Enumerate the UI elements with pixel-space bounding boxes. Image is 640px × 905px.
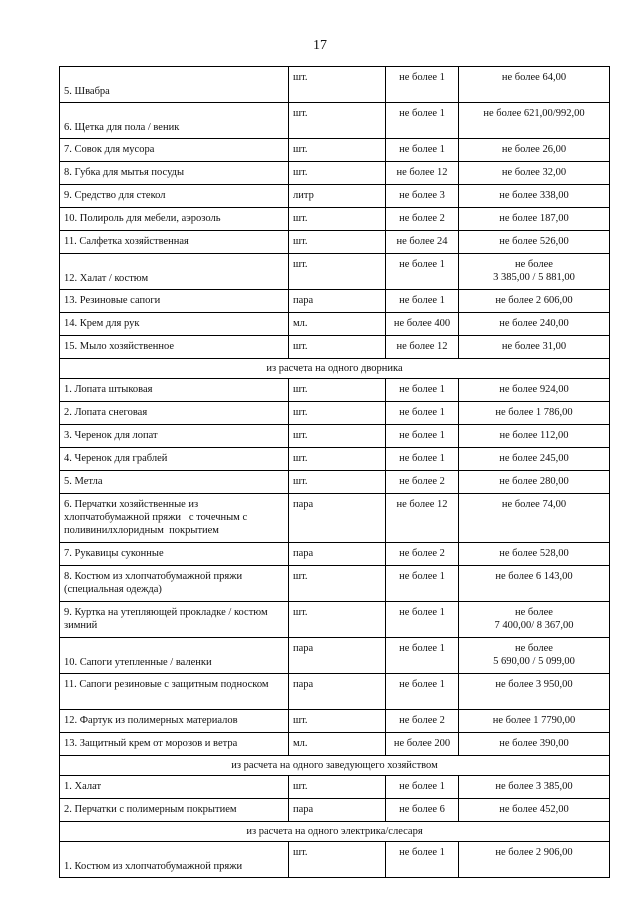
item-name-cell: 11. Салфетка хозяйственная <box>60 231 289 254</box>
price-cell: не более 2 606,00 <box>459 290 610 313</box>
price-cell: не более 64,00 <box>459 67 610 103</box>
unit-cell: пара <box>289 674 386 710</box>
unit-cell: шт. <box>289 162 386 185</box>
table-row <box>60 379 610 402</box>
quantity-cell: не более 2 <box>386 471 459 494</box>
unit-cell: шт. <box>289 566 386 602</box>
section-heading-row <box>60 822 610 842</box>
quantity-cell: не более 2 <box>386 208 459 231</box>
quantity-cell: не более 3 <box>386 185 459 208</box>
price-cell: не более 240,00 <box>459 313 610 336</box>
item-name-cell: 2. Перчатки с полимерным покрытием <box>60 799 289 822</box>
price-cell: не более 3 385,00 / 5 881,00 <box>459 254 610 290</box>
price-cell: не более 390,00 <box>459 733 610 756</box>
item-name-cell: 9. Куртка на утепляющей прокладке / костюм зимний <box>60 602 289 638</box>
unit-cell: шт. <box>289 425 386 448</box>
unit-cell: шт. <box>289 67 386 103</box>
price-cell: не более 1 786,00 <box>459 402 610 425</box>
item-name-cell: 11. Сапоги резиновые с защитным подноском <box>60 674 289 710</box>
table-row <box>60 471 610 494</box>
price-cell: не более 338,00 <box>459 185 610 208</box>
price-cell: не более 6 143,00 <box>459 566 610 602</box>
unit-cell: шт. <box>289 336 386 359</box>
quantity-cell: не более 1 <box>386 425 459 448</box>
price-cell: не более 7 400,00/ 8 367,00 <box>459 602 610 638</box>
quantity-cell: не более 12 <box>386 162 459 185</box>
price-cell: не более 32,00 <box>459 162 610 185</box>
table-row <box>60 162 610 185</box>
item-name-cell: 13. Резиновые сапоги <box>60 290 289 313</box>
unit-cell: пара <box>289 638 386 674</box>
quantity-cell: не более 2 <box>386 543 459 566</box>
quantity-cell: не более 1 <box>386 139 459 162</box>
price-cell: не более 5 690,00 / 5 099,00 <box>459 638 610 674</box>
price-cell: не более 3 950,00 <box>459 674 610 710</box>
price-cell: не более 526,00 <box>459 231 610 254</box>
table-row <box>60 139 610 162</box>
quantity-cell: не более 1 <box>386 290 459 313</box>
unit-cell: пара <box>289 543 386 566</box>
unit-cell: шт. <box>289 602 386 638</box>
table-row <box>60 733 610 756</box>
table-row <box>60 799 610 822</box>
table-row <box>60 208 610 231</box>
quantity-cell: не более 1 <box>386 602 459 638</box>
section-heading: из расчета на одного заведующего хозяйством <box>60 756 610 776</box>
price-cell: не более 924,00 <box>459 379 610 402</box>
quantity-cell: не более 1 <box>386 842 459 878</box>
unit-cell: шт. <box>289 139 386 162</box>
unit-cell: шт. <box>289 402 386 425</box>
table-row <box>60 494 610 543</box>
quantity-cell: не более 12 <box>386 494 459 543</box>
quantity-cell: не более 1 <box>386 674 459 710</box>
unit-cell: пара <box>289 799 386 822</box>
table-row <box>60 103 610 139</box>
unit-cell: пара <box>289 290 386 313</box>
item-name-cell: 5. Швабра <box>60 67 289 103</box>
unit-cell: шт. <box>289 208 386 231</box>
unit-cell: пара <box>289 494 386 543</box>
quantity-cell: не более 24 <box>386 231 459 254</box>
table-row <box>60 313 610 336</box>
price-cell: не более 112,00 <box>459 425 610 448</box>
item-name-cell: 7. Рукавицы суконные <box>60 543 289 566</box>
table-row <box>60 231 610 254</box>
table-row <box>60 776 610 799</box>
quantity-cell: не более 1 <box>386 402 459 425</box>
price-cell: не более 2 906,00 <box>459 842 610 878</box>
price-cell: не более 1 7790,00 <box>459 710 610 733</box>
quantity-cell: не более 200 <box>386 733 459 756</box>
quantity-cell: не более 1 <box>386 254 459 290</box>
table-row <box>60 336 610 359</box>
section-heading-row <box>60 359 610 379</box>
item-name-cell: 10. Полироль для мебели, аэрозоль <box>60 208 289 231</box>
price-cell: не более 528,00 <box>459 543 610 566</box>
table-row <box>60 290 610 313</box>
table-row <box>60 842 610 878</box>
table-row <box>60 602 610 638</box>
supplies-table-body <box>60 67 610 878</box>
table-row <box>60 448 610 471</box>
table-row <box>60 67 610 103</box>
table-row <box>60 402 610 425</box>
quantity-cell: не более 1 <box>386 638 459 674</box>
unit-cell: шт. <box>289 842 386 878</box>
item-name-cell: 5. Метла <box>60 471 289 494</box>
unit-cell: мл. <box>289 313 386 336</box>
quantity-cell: не более 6 <box>386 799 459 822</box>
price-cell: не более 245,00 <box>459 448 610 471</box>
item-name-cell: 14. Крем для рук <box>60 313 289 336</box>
unit-cell: шт. <box>289 231 386 254</box>
item-name-cell: 8. Костюм из хлопчатобумажной пряжи (специальная одежда) <box>60 566 289 602</box>
table-row <box>60 254 610 290</box>
item-name-cell: 6. Перчатки хозяйственные из хлопчатобумажной пряжи с точечным с поливинилхлоридным покрытием <box>60 494 289 543</box>
table-row <box>60 674 610 710</box>
price-cell: не более 280,00 <box>459 471 610 494</box>
item-name-cell: 8. Губка для мытья посуды <box>60 162 289 185</box>
section-heading: из расчета на одного дворника <box>60 359 610 379</box>
price-cell: не более 31,00 <box>459 336 610 359</box>
quantity-cell: не более 1 <box>386 776 459 799</box>
unit-cell: литр <box>289 185 386 208</box>
quantity-cell: не более 12 <box>386 336 459 359</box>
supplies-table <box>59 66 610 878</box>
quantity-cell: не более 1 <box>386 103 459 139</box>
price-cell: не более 452,00 <box>459 799 610 822</box>
price-cell: не более 74,00 <box>459 494 610 543</box>
item-name-cell: 13. Защитный крем от морозов и ветра <box>60 733 289 756</box>
quantity-cell: не более 1 <box>386 448 459 471</box>
unit-cell: шт. <box>289 379 386 402</box>
section-heading: из расчета на одного электрика/слесаря <box>60 822 610 842</box>
table-row <box>60 185 610 208</box>
unit-cell: шт. <box>289 471 386 494</box>
quantity-cell: не более 400 <box>386 313 459 336</box>
unit-cell: мл. <box>289 733 386 756</box>
unit-cell: шт. <box>289 710 386 733</box>
quantity-cell: не более 1 <box>386 67 459 103</box>
quantity-cell: не более 1 <box>386 566 459 602</box>
price-cell: не более 26,00 <box>459 139 610 162</box>
unit-cell: шт. <box>289 776 386 799</box>
unit-cell: шт. <box>289 448 386 471</box>
item-name-cell: 6. Щетка для пола / веник <box>60 103 289 139</box>
section-heading-row <box>60 756 610 776</box>
item-name-cell: 3. Черенок для лопат <box>60 425 289 448</box>
page-number: 17 <box>313 38 327 53</box>
quantity-cell: не более 1 <box>386 379 459 402</box>
table-row <box>60 638 610 674</box>
item-name-cell: 12. Фартук из полимерных материалов <box>60 710 289 733</box>
table-row <box>60 566 610 602</box>
item-name-cell: 7. Совок для мусора <box>60 139 289 162</box>
price-cell: не более 187,00 <box>459 208 610 231</box>
price-cell: не более 621,00/992,00 <box>459 103 610 139</box>
item-name-cell: 1. Костюм из хлопчатобумажной пряжи <box>60 842 289 878</box>
item-name-cell: 10. Сапоги утепленные / валенки <box>60 638 289 674</box>
table-row <box>60 710 610 733</box>
unit-cell: шт. <box>289 254 386 290</box>
quantity-cell: не более 2 <box>386 710 459 733</box>
item-name-cell: 1. Лопата штыковая <box>60 379 289 402</box>
table-row <box>60 543 610 566</box>
item-name-cell: 12. Халат / костюм <box>60 254 289 290</box>
item-name-cell: 1. Халат <box>60 776 289 799</box>
unit-cell: шт. <box>289 103 386 139</box>
price-cell: не более 3 385,00 <box>459 776 610 799</box>
item-name-cell: 2. Лопата снеговая <box>60 402 289 425</box>
item-name-cell: 9. Средство для стекол <box>60 185 289 208</box>
item-name-cell: 15. Мыло хозяйственное <box>60 336 289 359</box>
item-name-cell: 4. Черенок для граблей <box>60 448 289 471</box>
table-row <box>60 425 610 448</box>
